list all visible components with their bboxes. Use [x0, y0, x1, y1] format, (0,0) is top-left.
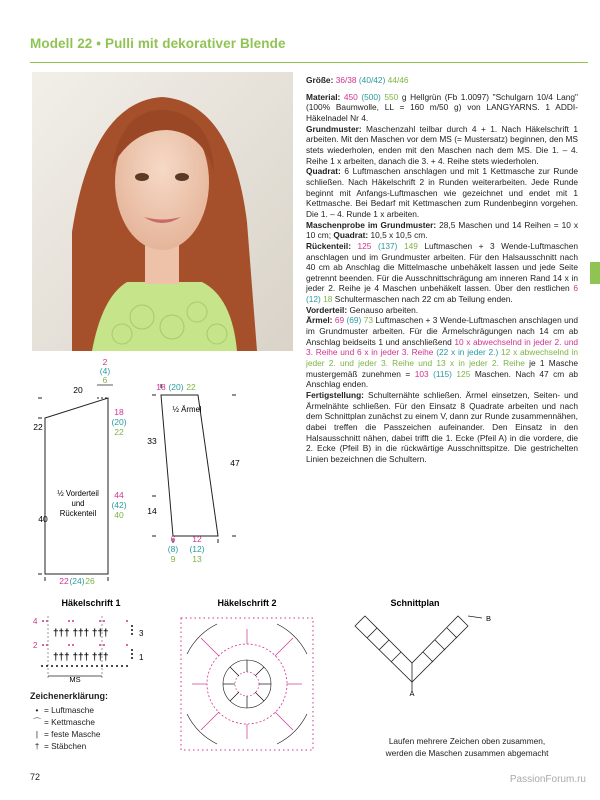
sleeve-br-size-1: 12 [192, 534, 202, 544]
sleeve-top-size-3: 22 [186, 382, 196, 392]
instructions [306, 75, 578, 465]
vorderteil-paragraph: Vorderteil: Genauso arbeiten. [306, 304, 419, 315]
body-label-1: ½ Vorderteil [57, 489, 99, 498]
width-20: 20 [73, 385, 83, 395]
size-line: Größe: 36/38 (40/42) 44/46 [306, 75, 409, 85]
material-paragraph: Material: 450 (500) 550 g Hellgrün (Fb 1.0097) "Schulgarn 10/4 Lang" (100% Baumwolle, LL = 160 m/50 g) von LANGYARNS. 1 ADDI-Häkelnadel Nr 4. [306, 91, 579, 123]
watermark: PassionForum.ru [509, 774, 586, 785]
svg-text:††† ††† †††: ††† ††† ††† [53, 628, 109, 639]
staebchen-icon: † [34, 741, 40, 751]
model-photo [32, 72, 293, 351]
sleeve-top-size-1: 18 [156, 382, 166, 392]
right-size-3: 22 [114, 427, 124, 437]
top-size-3: 6 [102, 375, 108, 385]
sleeve-height-33: 33 [147, 436, 157, 446]
body-size-1: 44 [114, 490, 124, 500]
row-3-label: 3 [139, 629, 144, 638]
sleeve-height-14: 14 [147, 506, 157, 516]
sleeve-bl-size-2: (8) [167, 544, 179, 554]
row-2-label: 2 [33, 641, 38, 650]
top-size-2: (4) [99, 366, 111, 376]
page-title: Modell 22 • Pulli mit dekorativer Blende [30, 36, 286, 51]
bottom-size-2: (24) [69, 576, 85, 586]
side-tab [590, 262, 600, 284]
sleeve-label: ½ Ärmel [172, 405, 202, 414]
arrow-b-label: B [486, 614, 492, 623]
height-40: 40 [38, 514, 48, 524]
maschenprobe-paragraph: Maschenprobe im Grundmuster: 28,5 Maschen und 14 Reihen = 10 x 10 cm; Quadrat: 10,5 x 10,5 cm. [306, 219, 578, 241]
legend-row: ⌒ = Kettmasche [30, 716, 108, 728]
legend-title: Zeichenerklärung: [30, 691, 109, 701]
aermel-paragraph: Ärmel: 69 (69) 73 Luftmaschen + 3 Wende-Luftmaschen anschlagen und im Grundmuster arbeiten. Für die Ärmelschrägungen nach 14 cm ab Anschlag beidseits 1 und anschließend 10 x abwechselnd in jeder 2. und 3. Reihe und 6 x in jeder 3. Reihe (22 x in jeder 2.) 12 x abwechselnd in jeder 2. und jeder 3. Reihe und 13 x in jeder 2. Reihe je 1 Masche mustergemäß zunehmen = 103 (115) 125 Maschen. Nach 47 cm ab Anschlag enden. [306, 315, 579, 390]
sleeve-br-size-2: (12) [189, 544, 205, 554]
ms-label: MS [69, 675, 81, 684]
diagram2-title: Häkelschrift 2 [217, 598, 277, 608]
body-label-3: Rückenteil [59, 509, 97, 518]
legend-row: † = Stäbchen [30, 740, 108, 752]
bottom-size-3: 26 [85, 576, 95, 586]
page-number: 72 [30, 772, 41, 782]
top-size-1: 2 [102, 357, 108, 367]
luftmasche-icon: • [35, 705, 39, 715]
legend [30, 690, 108, 752]
right-size-2: (20) [111, 417, 127, 427]
sleeve-height-47: 47 [230, 458, 240, 468]
quadrat-paragraph: Quadrat: 6 Luftmaschen anschlagen und mit 1 Kettmasche zur Runde schließen. Nach Häkelschrift 2 in Runden weiterarbeiten. Jede Runde beginnt mit Anfangs-Luftmaschen wie gezeichnet und endet mit 1 Kettmasche. Bei Bedarf mit Kettmaschen zum Rundenbeginn vorgehen. Die 1. – 4. Runde 1 x arbeiten. [306, 166, 578, 219]
sleeve-br-size-3: 13 [192, 554, 202, 564]
body-size-3: 40 [114, 510, 124, 520]
legend-row: • = Luftmasche [30, 704, 108, 716]
sleeve-bl-size-3: 9 [170, 554, 176, 564]
crochet-diagram-2 [172, 596, 322, 771]
sleeve-schematic [140, 378, 260, 573]
rueckenteil-paragraph: Rückenteil: 125 (137) 149 Luftmaschen + 3 Wende-Luftmaschen anschlagen und im Grundmuster arbeiten. Für den Halsausschnitt nach 40 cm ab Anschlag die Mittelmasche unbehäkelt lassen und jede Seite getrennt beenden. Für die Ausschnittschrägung am inneren Rand 14 x in jeder 2. Reihe je 4 Maschen unbehäkelt lassen. Über den restlichen 6 (12) 18 Schultermaschen nach 22 cm ab Teilung enden. [306, 240, 579, 305]
note: Laufen mehrere Zeichen oben zusammen, werden die Maschen zusammen abgemacht [385, 736, 549, 758]
feste-masche-icon: | [35, 729, 39, 739]
bottom-size-1: 22 [59, 576, 69, 586]
body-schematic [30, 352, 140, 592]
body-size-2: (42) [111, 500, 127, 510]
row-4-label: 4 [33, 617, 38, 626]
legend-row: | = feste Masche [30, 728, 108, 740]
schnittplan-diagram [350, 596, 500, 696]
fertigstellung-paragraph: Fertigstellung: Schulternähte schließen. Ärmel einsetzen, Seiten- und Ärmelnähte schließen. Für den Einsatz 8 Quadrate arbeiten und nach dem Schnittplan zunächst zu einem V, dann zur Runde zusammennähen, dabei treffen die Passzeichen aufeinander. Den Einsatz in den Halsausschnitt nähen, dabei trifft die 1. Ecke (Pfeil A) in die vordere, die 2. Ecke (Pfeil B) in die rückwärtige Ausschnittspitze. Die gestrichelten Linien bezeichnen die Schultern. [306, 390, 578, 464]
right-size-1: 18 [114, 407, 124, 417]
grundmuster-paragraph: Grundmuster: Maschenzahl teilbar durch 4 + 1. Nach Häkelschrift 1 arbeiten. Mit den Maschen vor dem MS (= Mustersatz) beginnen, den MS stets wiederholen, enden mit den Maschen nach dem MS. Die 1. – 4. Reihe 1 x arbeiten, danach die 3. + 4. Reihe stets wiederholen. [306, 123, 578, 166]
svg-text:††† ††† †††: ††† ††† ††† [53, 652, 109, 663]
kettmasche-icon: ⌒ [32, 717, 42, 727]
title-rule [30, 62, 588, 63]
crochet-diagram-1 [28, 596, 153, 688]
diagram1-title: Häkelschrift 1 [61, 598, 121, 608]
sleeve-top-size-2: (20) [168, 382, 184, 392]
schnittplan-title: Schnittplan [390, 598, 440, 608]
row-1-label: 1 [139, 653, 144, 662]
height-22: 22 [33, 422, 43, 432]
arrow-a-label: A [409, 689, 415, 696]
body-label-2: und [71, 499, 85, 508]
sleeve-bl-size-1: 6 [170, 534, 176, 544]
